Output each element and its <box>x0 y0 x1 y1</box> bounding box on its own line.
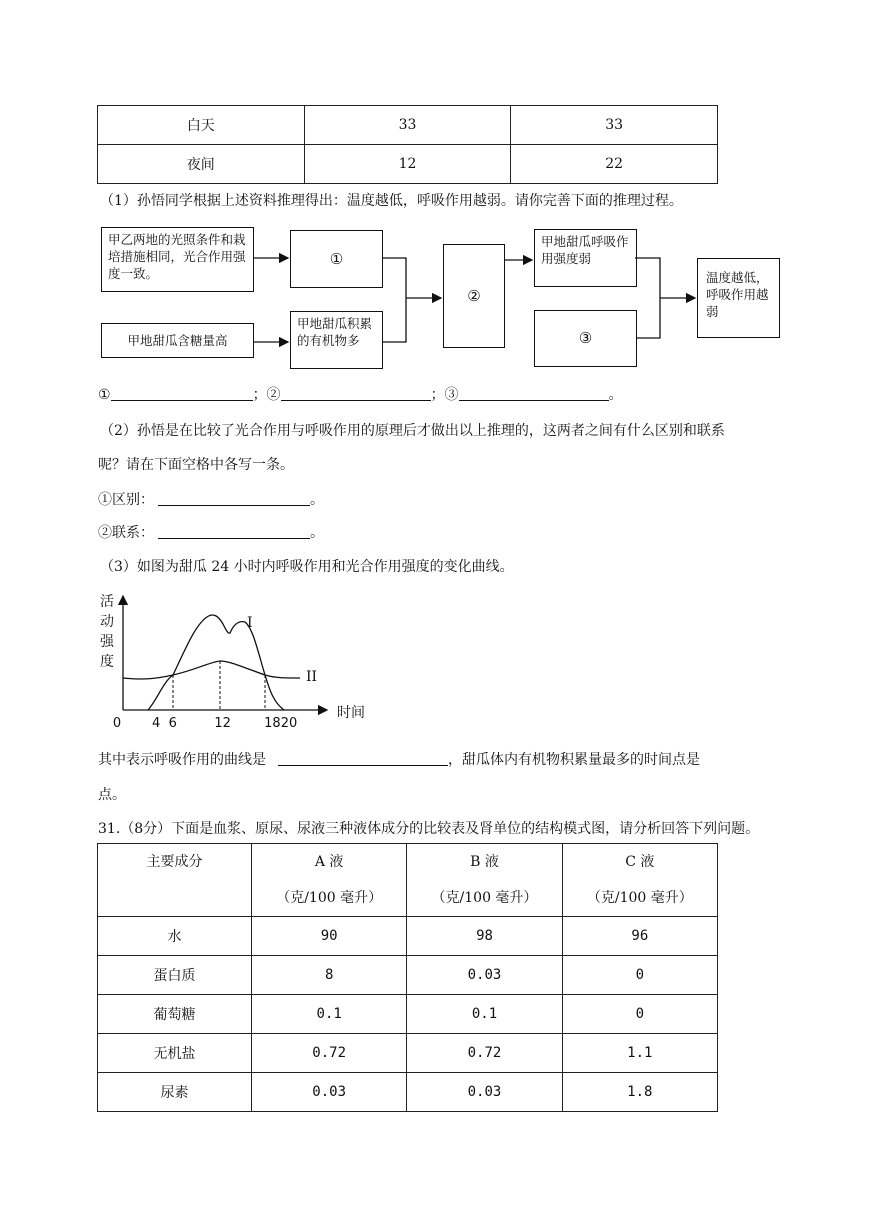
row-label: 白天 <box>98 106 305 145</box>
header-liquid-a: A 液 （克/100 毫升） <box>252 844 407 917</box>
question-2-line-1: （2）孙悟是在比较了光合作用与呼吸作用的原理后才做出以上推理的，这两者之间有什么区别和联系 <box>100 423 725 439</box>
x-tick-label: 4 <box>152 716 161 731</box>
question-1-blanks <box>98 384 623 404</box>
table-row <box>98 956 718 995</box>
answer-blank-2[interactable] <box>281 386 431 401</box>
difference-blank[interactable] <box>158 491 310 506</box>
component-name: 水 <box>98 917 252 956</box>
value-b: 0.03 <box>407 1073 562 1112</box>
question-31-text: 31.（8分）下面是血浆、原尿、尿液三种液体成分的比较表及肾单位的结构模式图，请分析回答下列问题。 <box>98 821 760 837</box>
blank-end: 。 <box>608 387 623 403</box>
table-row <box>98 995 718 1034</box>
connection-end: 。 <box>310 525 324 541</box>
value-c: 1.8 <box>562 1073 717 1112</box>
table-row <box>98 1034 718 1073</box>
x-tick-label: 20 <box>280 716 298 731</box>
x-tick-label: 18 <box>264 716 281 731</box>
value-a: 0.1 <box>252 995 407 1034</box>
cell-value: 22 <box>511 145 718 184</box>
value-c: 0 <box>562 956 717 995</box>
question-2-difference <box>98 489 324 509</box>
flow-box-2: ② <box>443 244 505 348</box>
value-b: 98 <box>407 917 562 956</box>
activity-intensity-chart <box>95 590 395 735</box>
answer-text-b: ，甜瓜体内有机物积累量最多的时间点是 <box>448 752 700 768</box>
value-c: 96 <box>562 917 717 956</box>
blank-label-1: ① <box>98 387 111 403</box>
flow-box-3: ③ <box>534 310 637 367</box>
answer-blank-3[interactable] <box>459 386 609 401</box>
respiration-curve-blank[interactable] <box>278 751 448 766</box>
difference-end: 。 <box>310 492 324 508</box>
question-2-connection <box>98 522 324 542</box>
component-name: 蛋白质 <box>98 956 252 995</box>
series-label-i: I <box>247 615 253 631</box>
header-liquid-b: B 液 （克/100 毫升） <box>407 844 562 917</box>
value-b: 0.03 <box>407 956 562 995</box>
cell-value: 33 <box>511 106 718 145</box>
blank-label-2: ；② <box>252 387 281 403</box>
series-label-ii: II <box>306 669 318 685</box>
value-a: 8 <box>252 956 407 995</box>
header-liquid-c: C 液 （克/100 毫升） <box>562 844 717 917</box>
row-label: 夜间 <box>98 145 305 184</box>
value-c: 0 <box>562 995 717 1034</box>
curve-ii <box>123 661 300 679</box>
value-b: 0.72 <box>407 1034 562 1073</box>
question-2-line-2: 呢？请在下面空格中各写一条。 <box>98 457 294 473</box>
table-header-row <box>98 844 718 917</box>
table-row <box>98 1073 718 1112</box>
cell-value: 33 <box>304 106 511 145</box>
y-axis-label: 活动强度 <box>100 594 114 670</box>
value-a: 90 <box>252 917 407 956</box>
answer-blank-1[interactable] <box>111 386 253 401</box>
component-name: 葡萄糖 <box>98 995 252 1034</box>
x-tick-label: 12 <box>214 716 231 731</box>
answer-text-a: 其中表示呼吸作用的曲线是 <box>98 752 266 768</box>
flow-box-1: ① <box>290 230 383 288</box>
value-c: 1.1 <box>562 1034 717 1073</box>
flow-box-respiration-weak: 甲地甜瓜呼吸作用强度弱 <box>534 229 637 287</box>
difference-label: ①区别： <box>98 492 154 508</box>
composition-table <box>97 843 718 1112</box>
x-axis-label: 时间 <box>337 705 365 721</box>
value-b: 0.1 <box>407 995 562 1034</box>
x-tick-label: 6 <box>168 716 177 731</box>
question-3-answer <box>98 749 700 769</box>
curve-i <box>148 615 284 710</box>
blank-label-3: ；③ <box>430 387 459 403</box>
answer-text-c: 点。 <box>98 787 126 803</box>
flow-box-sugar: 甲地甜瓜含糖量高 <box>101 323 254 358</box>
header-component: 主要成分 <box>98 844 252 917</box>
cell-value: 12 <box>304 145 511 184</box>
connection-label: ②联系： <box>98 525 154 541</box>
value-a: 0.03 <box>252 1073 407 1112</box>
flow-box-accumulation: 甲地甜瓜积累的有机物多 <box>290 311 383 369</box>
connection-blank[interactable] <box>158 524 310 539</box>
question-3-text: （3）如图为甜瓜 24 小时内呼吸作用和光合作用强度的变化曲线。 <box>100 559 514 575</box>
component-name: 无机盐 <box>98 1034 252 1073</box>
question-1-text: （1）孙悟同学根据上述资料推理得出：温度越低，呼吸作用越弱。请你完善下面的推理过程。 <box>100 193 683 209</box>
flow-box-condition: 甲乙两地的光照条件和栽培措施相同，光合作用强度一致。 <box>101 227 254 292</box>
table-row <box>98 917 718 956</box>
flow-box-result: 温度越低，呼吸作用越弱 <box>697 258 780 338</box>
x-tick-label: 0 <box>112 716 122 731</box>
value-a: 0.72 <box>252 1034 407 1073</box>
component-name: 尿素 <box>98 1073 252 1112</box>
